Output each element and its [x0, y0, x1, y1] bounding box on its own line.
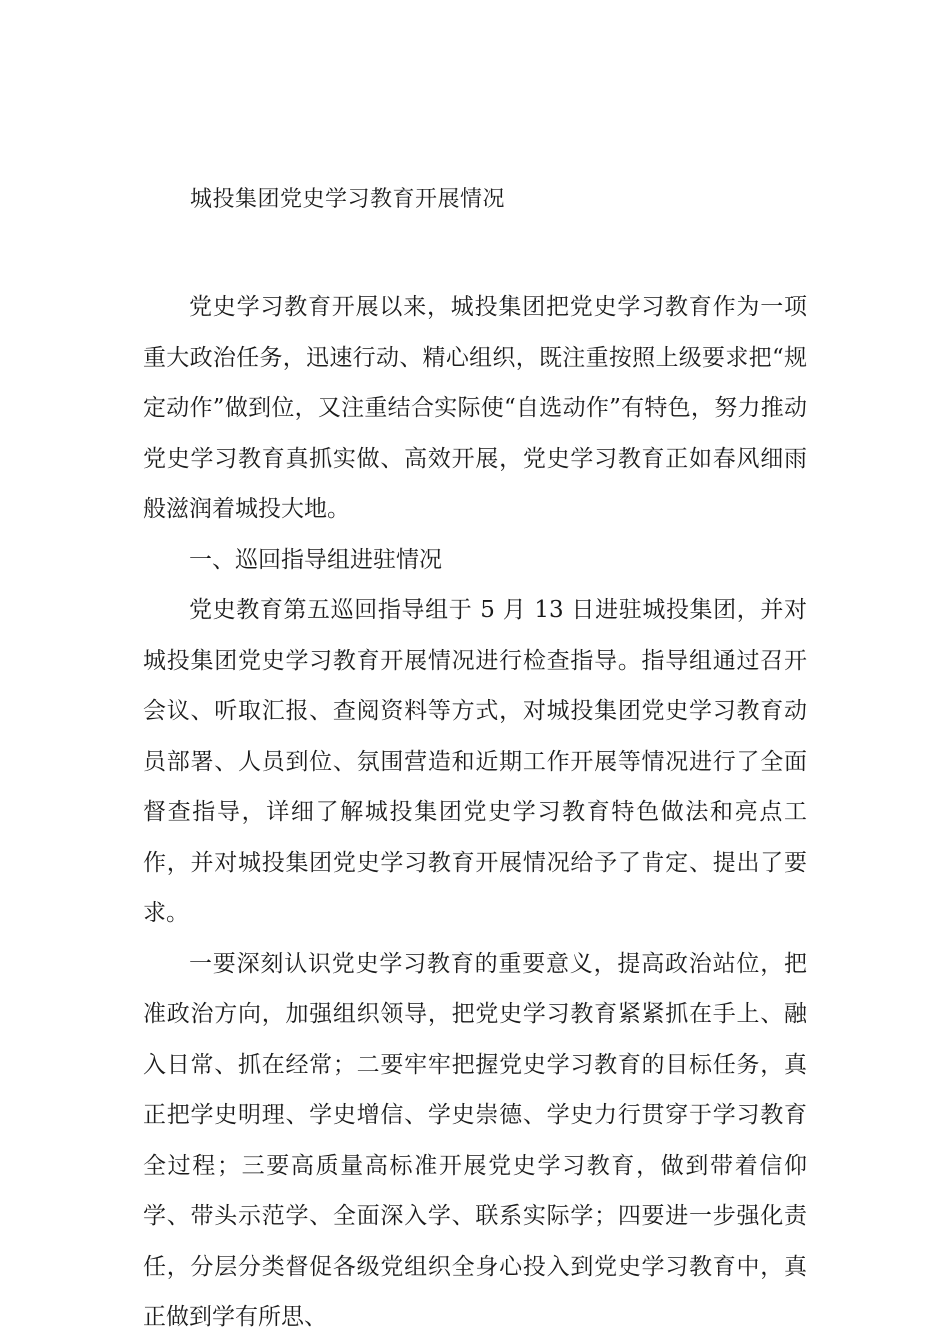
section-heading: 一、巡回指导组进驻情况: [189, 546, 442, 573]
body-paragraph: 一要深刻认识党史学习教育的重要意义，提高政治站位，把准政治方向，加强组织领导，把党史学习教育紧紧抓在手上、融入日常、抓在经常；二要牢牢把握党史学习教育的目标任务，真正把学史明理、学史增信、学史崇德、学史力行贯穿于学习教育全过程；三要高质量高标准开展党史学习教育，做到带着信仰学、带头示范学、全面深入学、联系实际学；四要进一步强化责任，分层分类督促各级党组织全身心投入到党史学习教育中，真正做到学有所思、: [143, 950, 807, 1330]
document-title: 城投集团党史学习教育开展情况: [190, 187, 506, 212]
intro-paragraph: 党史学习教育开展以来，城投集团把党史学习教育作为一项重大政治任务，迅速行动、精心组织，既注重按照上级要求把“规定动作”做到位，又注重结合实际使“自选动作”有特色，努力推动党史学习教育真抓实做、高效开展，党史学习教育正如春风细雨般滋润着城投大地。: [143, 294, 807, 522]
body-paragraph: 党史教育第五巡回指导组于 5 月 13 日进驻城投集团，并对城投集团党史学习教育开展情况进行检查指导。指导组通过召开会议、听取汇报、查阅资料等方式，对城投集团党史学习教育动员部署、人员到位、氛围营造和近期工作开展等情况进行了全面督查指导，详细了解城投集团党史学习教育特色做法和亮点工作，并对城投集团党史学习教育开展情况给予了肯定、提出了要求。: [143, 597, 807, 926]
document-body: [143, 282, 807, 1343]
